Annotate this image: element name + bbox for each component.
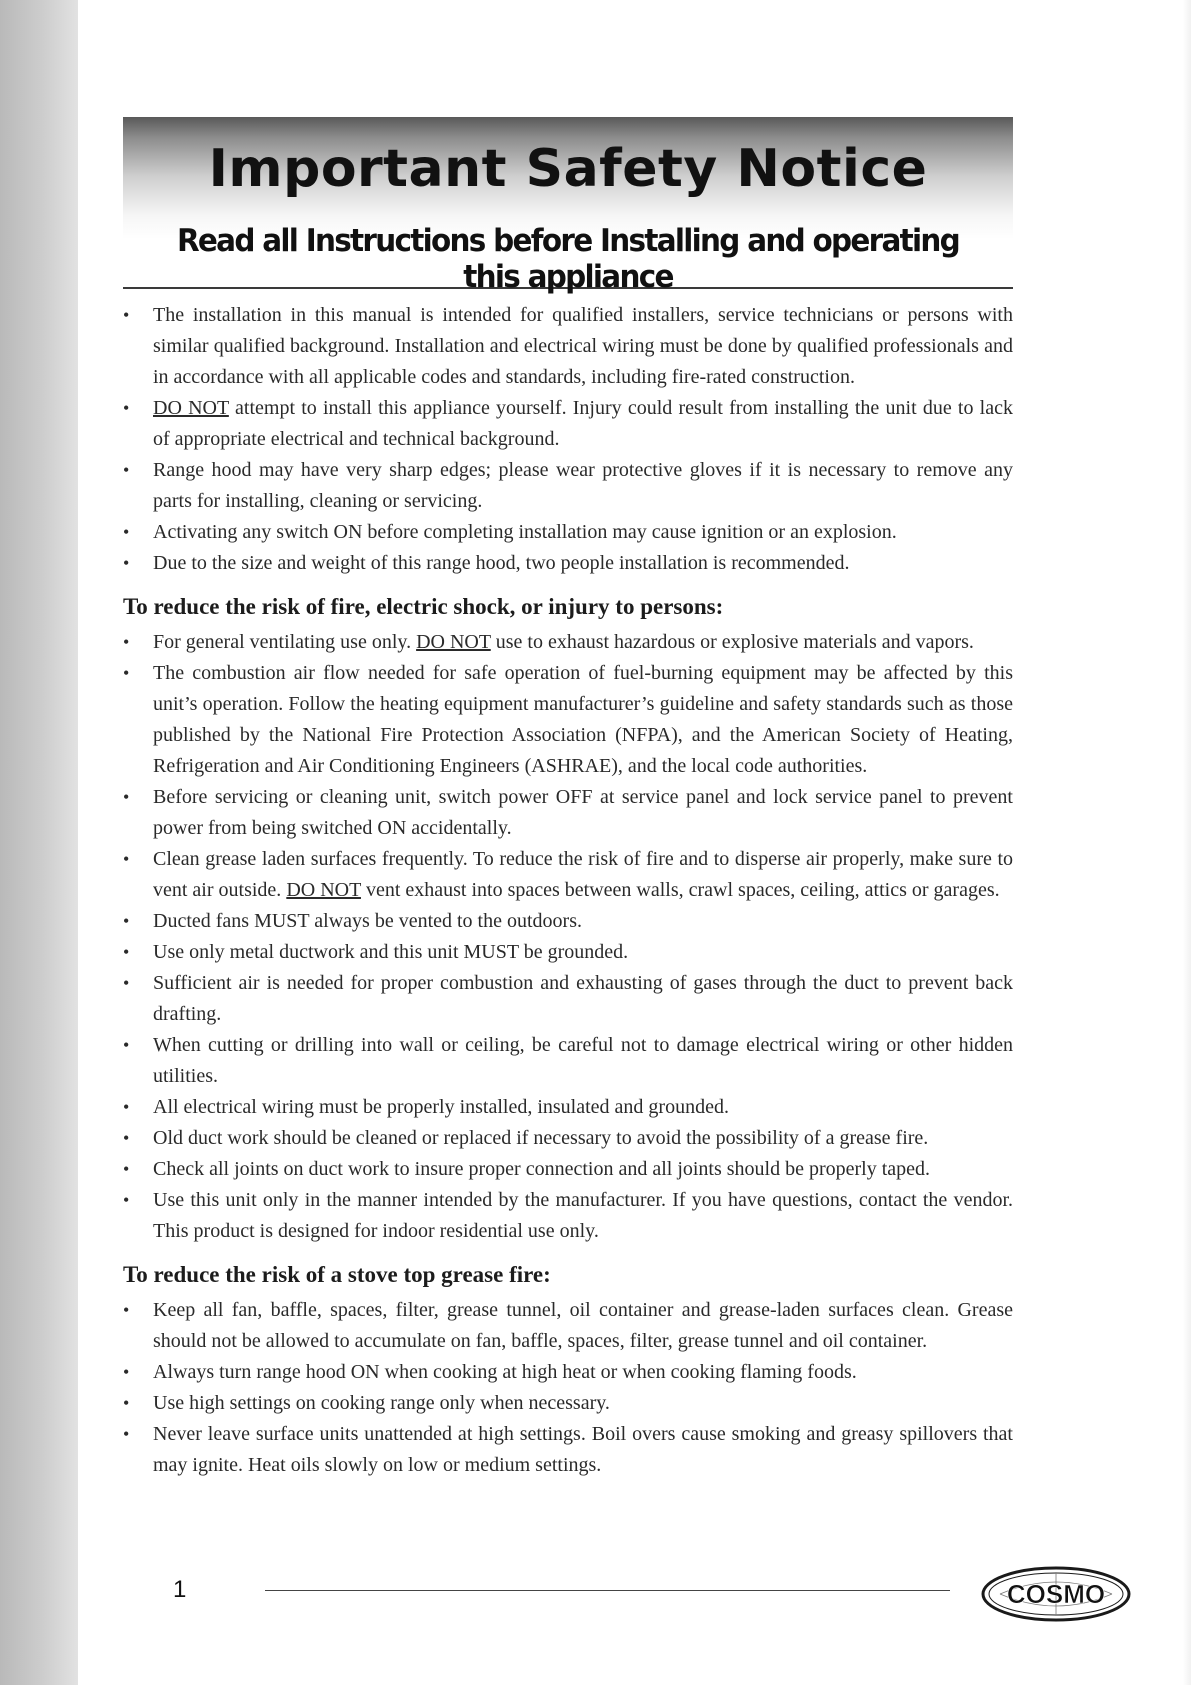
list-item: • Ducted fans MUST always be vented to the outdoors. [123, 906, 1013, 937]
grease-fire-list [123, 1295, 1013, 1481]
list-item: • Before servicing or cleaning unit, switch power OFF at service panel and lock service panel to prevent power from being switched ON accidentally. [123, 782, 1013, 844]
safety-banner [123, 117, 1013, 295]
page-title: Important Safety Notice [208, 139, 928, 199]
page-subtitle: Read all Instructions before Installing and operating this appliance [176, 223, 960, 295]
section-heading-grease: To reduce the risk of a stove top grease fire: [123, 1262, 551, 1287]
list-item: • Use this unit only in the manner intended by the manufacturer. If you have questions, contact the vendor. This product is designed for indoor residential use only. [123, 1185, 1013, 1247]
list-item: • Sufficient air is needed for proper combustion and exhausting of gases through the duct to prevent back drafting. [123, 968, 1013, 1030]
list-item: • Check all joints on duct work to insure proper connection and all joints should be properly taped. [123, 1154, 1013, 1185]
fire-risk-list [123, 627, 1013, 1247]
logo-text: COSMO [1006, 1579, 1106, 1609]
list-item: • Clean grease laden surfaces frequently. To reduce the risk of fire and to disperse air properly, make sure to vent air outside. DO NOT vent exhaust into spaces between walls, crawl spaces, ceiling, attics or garages. [123, 844, 1013, 906]
list-item: • Old duct work should be cleaned or replaced if necessary to avoid the possibility of a grease fire. [123, 1123, 1013, 1154]
list-item: • Activating any switch ON before completing installation may cause ignition or an explosion. [123, 517, 1013, 548]
list-item: • Always turn range hood ON when cooking at high heat or when cooking flaming foods. [123, 1357, 1013, 1388]
list-item: • The combustion air flow needed for safe operation of fuel-burning equipment may be affected by this unit’s operation. Follow the heating equipment manufacturer’s guideline and safety standards such as those published by the National Fire Protection Association (NFPA), and the American Society of Heating, Refrigeration and Air Conditioning Engineers (ASHRAE), and the local code authorities. [123, 658, 1013, 782]
section-heading-fire: To reduce the risk of fire, electric shock, or injury to persons: [123, 594, 724, 619]
list-item: • Use only metal ductwork and this unit MUST be grounded. [123, 937, 1013, 968]
list-item: • Use high settings on cooking range only when necessary. [123, 1388, 1013, 1419]
list-item: • All electrical wiring must be properly installed, insulated and grounded. [123, 1092, 1013, 1123]
list-item: • Range hood may have very sharp edges; please wear protective gloves if it is necessary to remove any parts for installing, cleaning or servicing. [123, 455, 1013, 517]
list-item: • When cutting or drilling into wall or ceiling, be careful not to damage electrical wiring or other hidden utilities. [123, 1030, 1013, 1092]
intro-list [123, 300, 1013, 579]
footer-divider [265, 1590, 950, 1591]
list-item: • DO NOT attempt to install this appliance yourself. Injury could result from installing the unit due to lack of appropriate electrical and technical background. [123, 393, 1013, 455]
cosmo-logo [980, 1565, 1132, 1623]
list-item: • Keep all fan, baffle, spaces, filter, grease tunnel, oil container and grease-laden surfaces clean. Grease should not be allowed to accumulate on fan, baffle, spaces, filter, grease tunnel and oil container. [123, 1295, 1013, 1357]
page-edge-strip [0, 0, 78, 1685]
page-right-edge [1183, 0, 1191, 1685]
notice-content [123, 300, 1013, 1481]
list-item: • For general ventilating use only. DO NOT use to exhaust hazardous or explosive materials and vapors. [123, 627, 1013, 658]
list-item: • Due to the size and weight of this range hood, two people installation is recommended. [123, 548, 1013, 579]
list-item: • The installation in this manual is intended for qualified installers, service technicians or persons with similar qualified background. Installation and electrical wiring must be done by qualified professionals and in accordance with all applicable codes and standards, including fire-rated construction. [123, 300, 1013, 393]
list-item: • Never leave surface units unattended at high settings. Boil overs cause smoking and greasy spillovers that may ignite. Heat oils slowly on low or medium settings. [123, 1419, 1013, 1481]
page-number: 1 [173, 1576, 187, 1603]
